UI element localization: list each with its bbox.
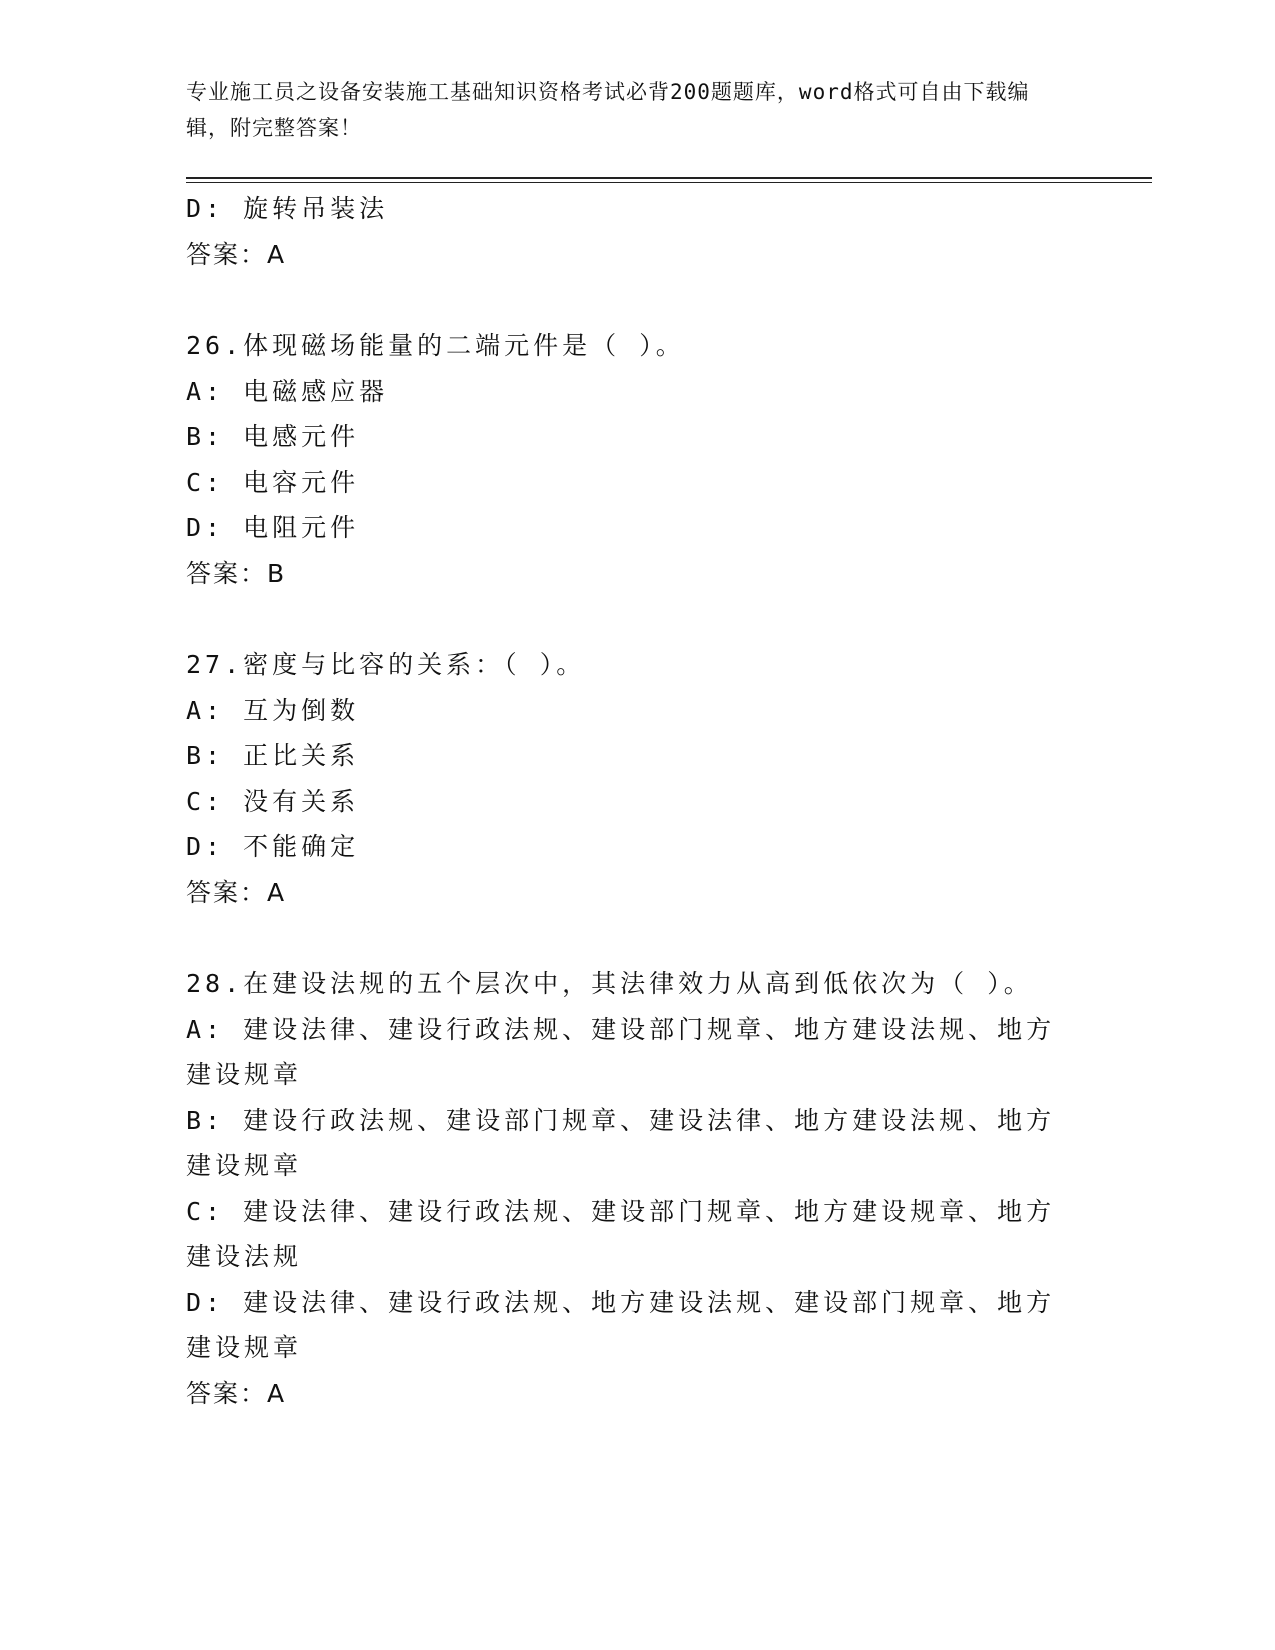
- question-28: [186, 961, 1086, 1416]
- option-a: A: 互为倒数: [186, 695, 360, 725]
- prev-question-option-d: D: 旋转吊装法: [186, 194, 389, 223]
- option-a: A: 建设法律、建设行政法规、建设部门规章、地方建设法规、地方建设规章: [186, 1014, 1056, 1089]
- header-divider-thick: [186, 177, 1152, 179]
- option-b: B: 正比关系: [186, 741, 360, 770]
- option-a: A: 电磁感应器: [186, 376, 389, 406]
- option-c: C: 建设法律、建设行政法规、建设部门规章、地方建设规章、地方建设法规: [186, 1196, 1056, 1271]
- document-header: 专业施工员之设备安装施工基础知识资格考试必背200题题库，word格式可自由下载编辑，附完整答案！: [186, 80, 1030, 140]
- question-answer: 答案：A: [186, 877, 287, 907]
- question-content: [186, 186, 1086, 1416]
- spacer: [186, 277, 1086, 323]
- question-answer: 答案：B: [186, 558, 287, 588]
- prev-question-answer: 答案：A: [186, 239, 287, 269]
- option-c: C: 电容元件: [186, 467, 360, 497]
- option-d: D: 电阻元件: [186, 513, 360, 542]
- header-divider-thin: [186, 182, 1152, 183]
- option-c: C: 没有关系: [186, 786, 360, 816]
- option-d: D: 建设法律、建设行政法规、地方建设法规、建设部门规章、地方建设规章: [186, 1287, 1056, 1362]
- option-b: B: 电感元件: [186, 422, 360, 451]
- question-stem: 26.体现磁场能量的二端元件是（ ）。: [186, 331, 685, 360]
- question-answer: 答案：A: [186, 1378, 287, 1408]
- question-27: [186, 642, 1086, 915]
- option-d: D: 不能确定: [186, 832, 360, 861]
- spacer: [186, 915, 1086, 961]
- question-stem: 27.密度与比容的关系：（ ）。: [186, 650, 586, 679]
- option-b: B: 建设行政法规、建设部门规章、建设法律、地方建设法规、地方建设规章: [186, 1105, 1056, 1180]
- question-26: [186, 323, 1086, 596]
- spacer: [186, 596, 1086, 642]
- question-stem: 28.在建设法规的五个层次中，其法律效力从高到低依次为（ ）。: [186, 969, 1033, 998]
